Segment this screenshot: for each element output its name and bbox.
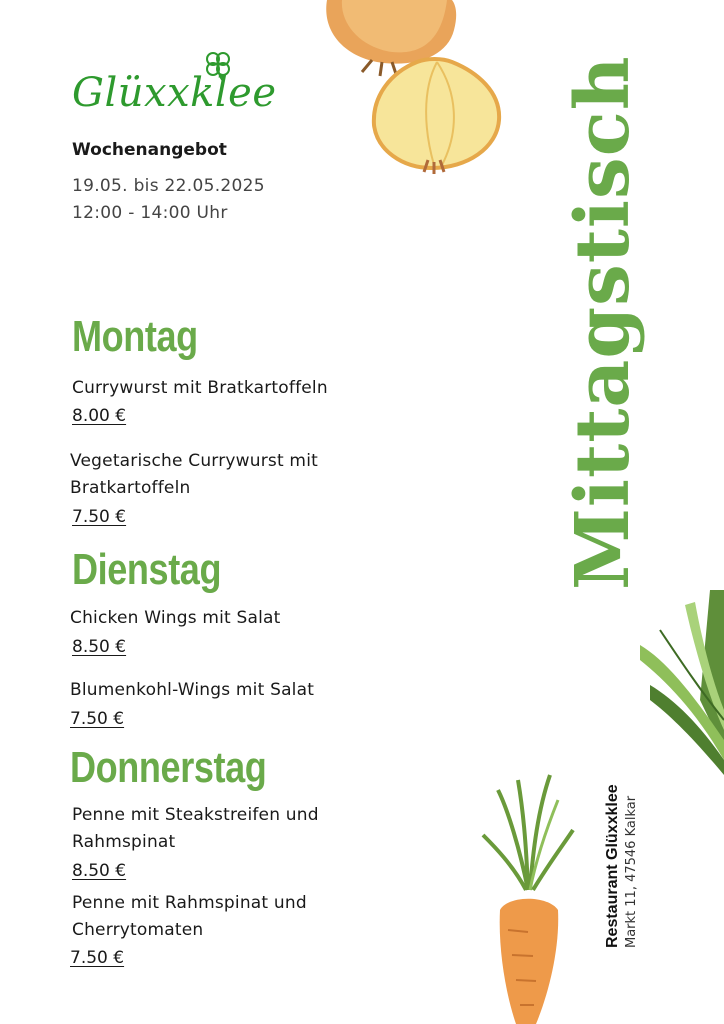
- dish-name: Currywurst mit Bratkartoffeln: [72, 378, 328, 398]
- subtitle: Wochenangebot: [72, 140, 227, 160]
- carrot-illustration: [478, 770, 578, 1024]
- logo-text: Glüxxklee: [72, 70, 277, 116]
- dish-price: 7.50 €: [70, 948, 125, 968]
- dish-price: 8.00 €: [72, 406, 127, 426]
- dish-name-cont: Bratkartoffeln: [70, 478, 191, 498]
- day-heading-dienstag: Dienstag: [72, 545, 222, 594]
- date-range: 19.05. bis 22.05.2025: [72, 176, 265, 196]
- dish-name: Penne mit Steakstreifen und: [72, 805, 319, 825]
- restaurant-info: [604, 784, 639, 948]
- dish-price: 8.50 €: [72, 637, 127, 657]
- dish-name: Blumenkohl-Wings mit Salat: [70, 680, 315, 700]
- leek-illustration: [640, 590, 724, 780]
- onion-illustration: [322, 0, 512, 180]
- dish-price: 7.50 €: [70, 709, 125, 729]
- restaurant-name: Restaurant Glüxxklee: [604, 784, 621, 948]
- restaurant-address: Markt 11, 47546 Kalkar: [624, 795, 639, 948]
- vertical-title: Mittagstisch: [560, 55, 646, 590]
- dish-name: Penne mit Rahmspinat und: [72, 893, 307, 913]
- dish-price: 7.50 €: [72, 507, 127, 527]
- dish-name-cont: Cherrytomaten: [72, 920, 204, 940]
- day-heading-donnerstag: Donnerstag: [70, 743, 267, 792]
- dish-name-cont: Rahmspinat: [72, 832, 176, 852]
- dish-name: Vegetarische Currywurst mit: [70, 451, 318, 471]
- dish-name: Chicken Wings mit Salat: [70, 608, 281, 628]
- day-heading-montag: Montag: [72, 312, 198, 361]
- dish-price: 8.50 €: [72, 861, 127, 881]
- time-range: 12:00 - 14:00 Uhr: [72, 203, 228, 223]
